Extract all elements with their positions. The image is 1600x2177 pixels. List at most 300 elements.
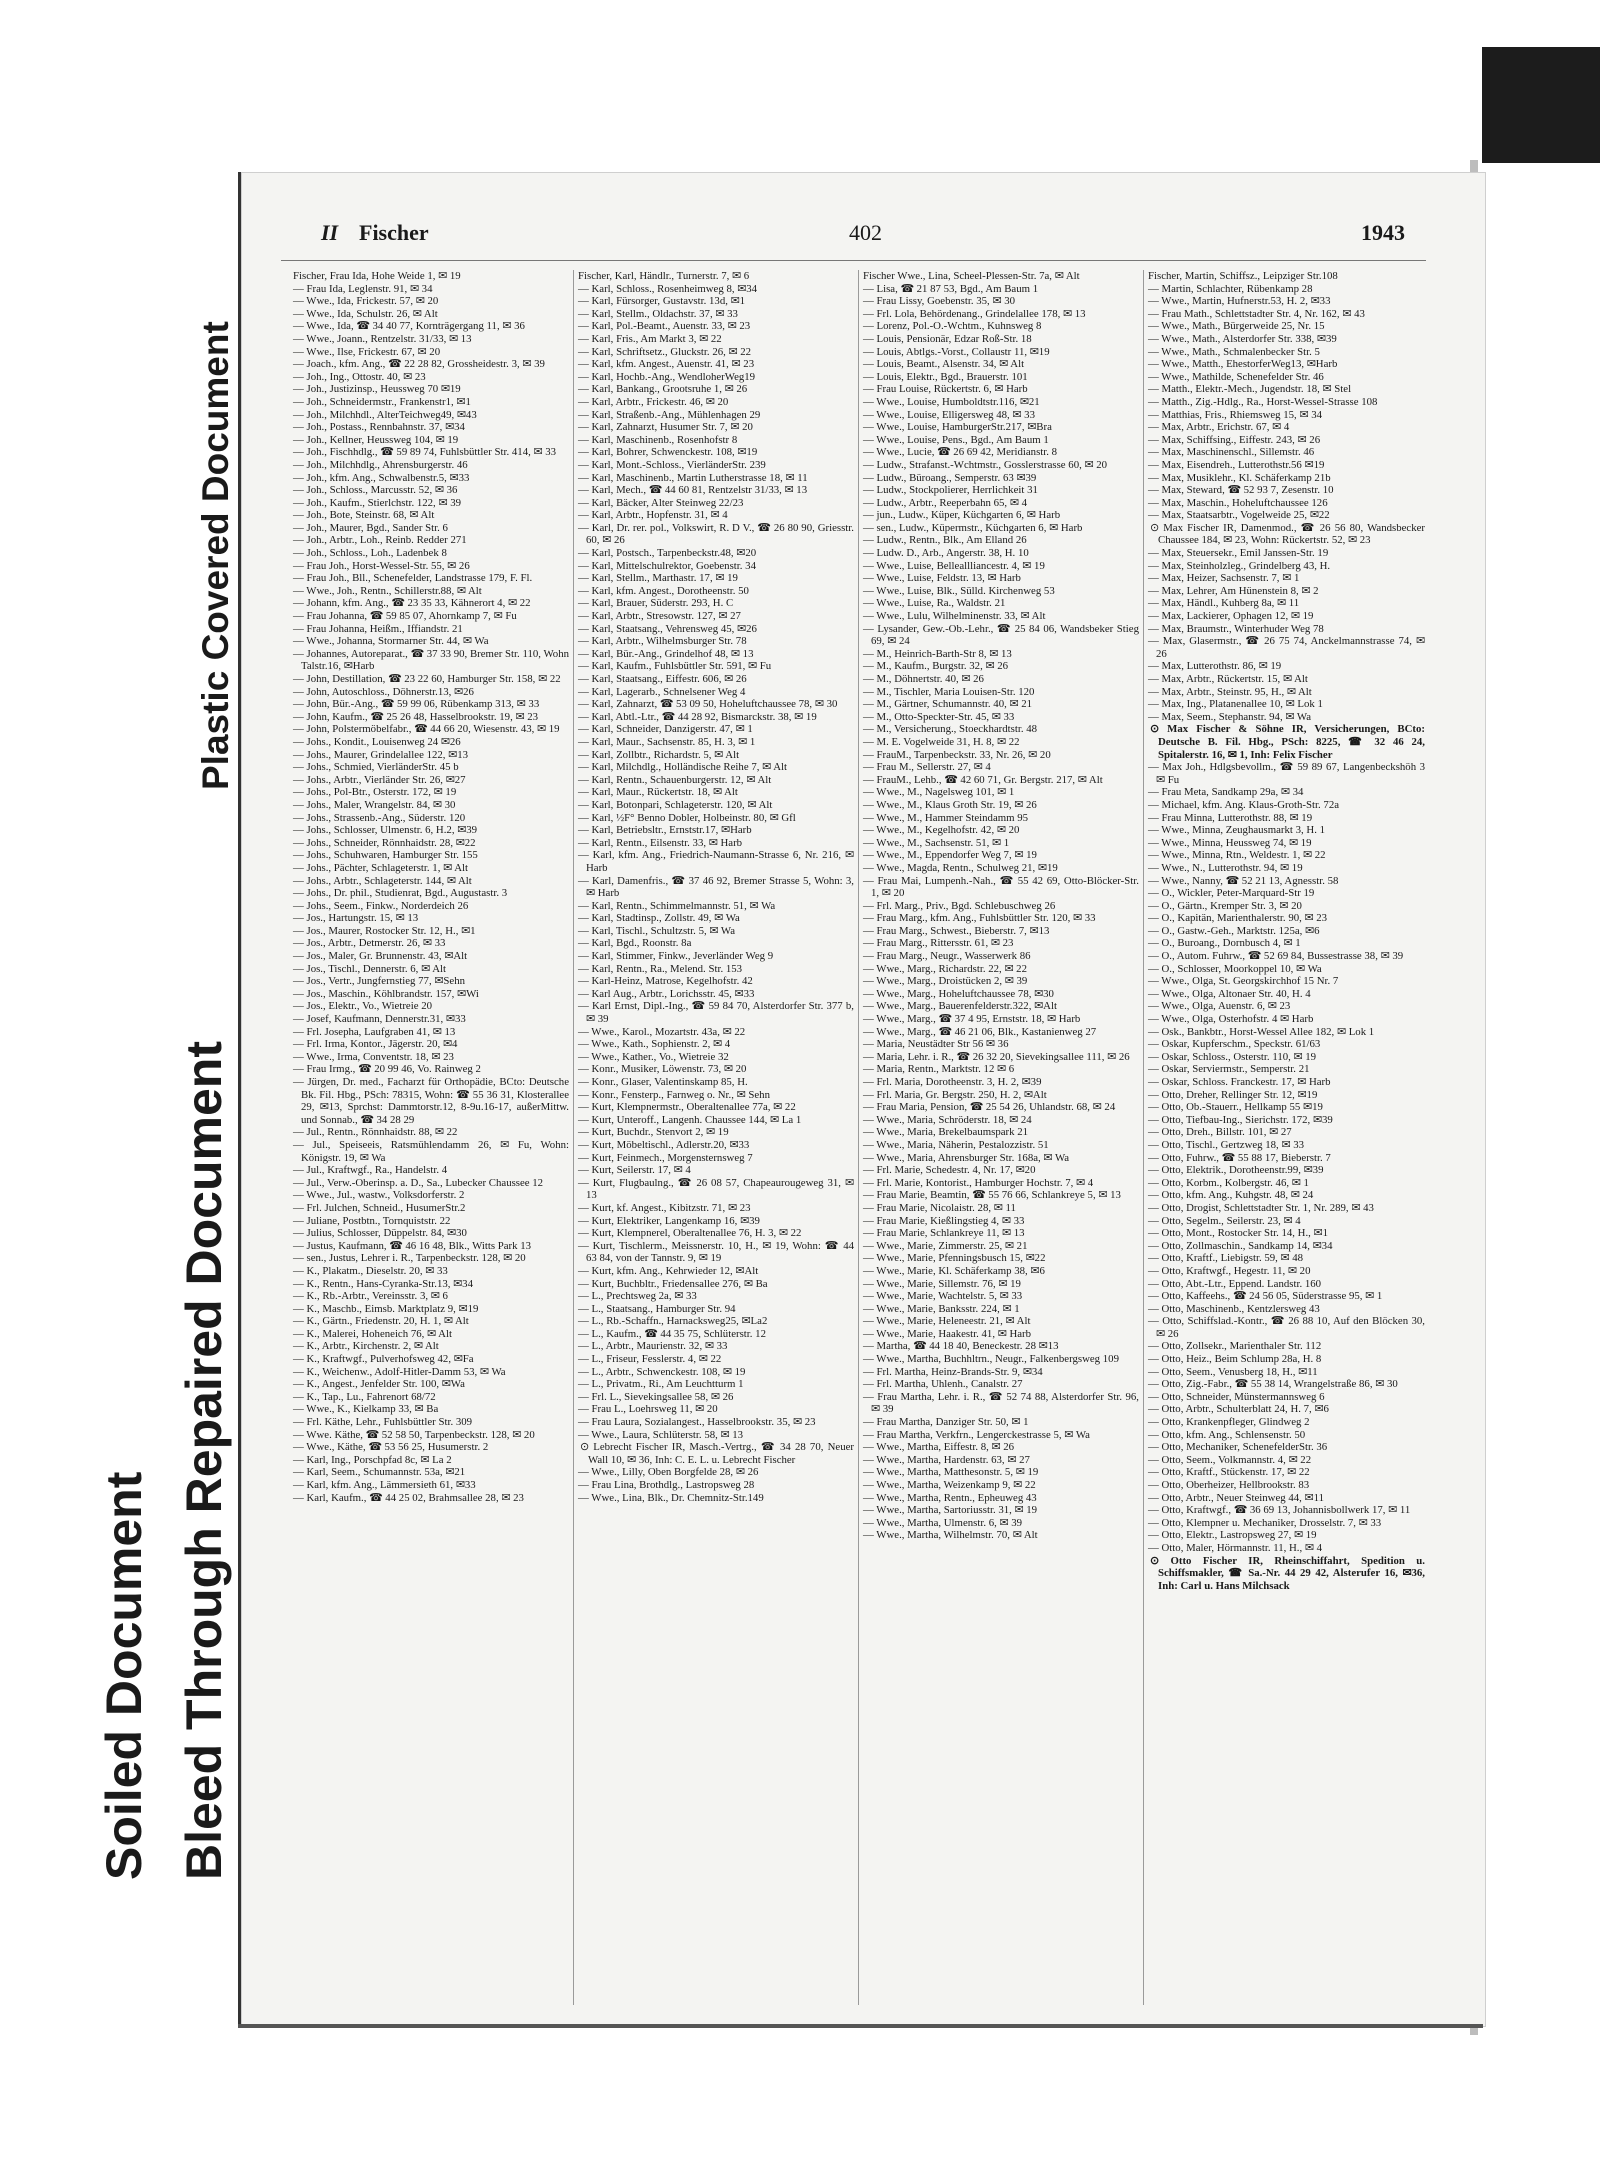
black-scan-block: [1482, 47, 1600, 163]
directory-entry: — Wwe., Luise, Blk., Sülld. Kirchenweg 53: [863, 584, 1055, 597]
directory-entry: — Karl, Schneider, Danzigerstr. 47, ✉ 1: [578, 723, 753, 736]
directory-entry: — Frl. Josepha, Laufgraben 41, ✉ 13: [293, 1025, 456, 1038]
directory-entry: — Wwe., Ilse, Frickestr. 67, ✉ 20: [293, 345, 441, 358]
header-rule: [281, 260, 1426, 261]
directory-entry: — Otto, Elektrik., Dorotheenstr.99, ✉39: [1148, 1164, 1324, 1177]
directory-entry: — Joh., Milchhdl., AlterTeichweg49, ✉43: [293, 408, 477, 421]
directory-entry: — Ludw., Rentn., Blk., Am Elland 26: [863, 534, 1027, 547]
directory-entry: — Karl, Maur., Sachsenstr. 85, H. 3, ✉ 1: [578, 735, 756, 748]
directory-entry: ⊙ Max Fischer IR, Damenmod., ☎ 26 56 80, Wandsbecker Chaussee 184, ✉ 23, Wohn: Rückertstr. 52, ✉ 23: [1150, 521, 1425, 547]
directory-entry: — Kurt, Möbeltischl., Adlerstr.20, ✉33: [578, 1138, 750, 1151]
directory-entry: — Karl, Kaufm., Fuhlsbüttler Str. 591, ✉ Fu: [578, 660, 772, 673]
directory-entry: — Otto, Arbtr., Schulterblatt 24, H. 7, ✉6: [1148, 1403, 1329, 1416]
directory-entry: — Karl, Stadtinsp., Zollstr. 49, ✉ Wa: [578, 912, 740, 925]
directory-entry: — Frl. Julchen, Schneid., HusumerStr.2: [293, 1201, 466, 1214]
directory-entry: — Oskar, Schloss. Franckestr. 17, ✉ Harb: [1148, 1076, 1331, 1088]
directory-entry: — Jos., Tischl., Dennerstr. 6, ✉ Alt: [293, 962, 447, 975]
directory-entry: — Jos., Maurer, Rostocker Str. 12, H., ✉1: [293, 924, 476, 937]
directory-entry: — Joach., kfm. Ang., ☎ 22 28 82, Grossheidestr. 3, ✉ 39: [293, 358, 545, 371]
directory-entry: — Frau M., Sellerstr. 27, ✉ 4: [863, 761, 991, 774]
directory-entry: — L., Arbtr., Maurienstr. 32, ✉ 33: [578, 1340, 728, 1353]
directory-entry: — Wwe., Marg., Richardstr. 22, ✉ 22: [863, 962, 1027, 975]
directory-entry: — Wwe., Luise, Feldstr. 13, ✉ Harb: [863, 572, 1021, 585]
directory-entry: — Johs., Kondit., Louisenweg 24 ✉26: [293, 735, 461, 748]
directory-entry: — John, Polstermöbelfabr., ☎ 44 66 20, Wiesenstr. 43, ✉ 19: [293, 723, 560, 736]
directory-entry: — L., Privatm., Ri., Am Leuchtturm 1: [578, 1378, 744, 1391]
directory-year: 1943: [1361, 220, 1405, 245]
directory-entry: — Wwe., Louise, Humboldtstr.116, ✉21: [863, 395, 1040, 408]
directory-entry: — Wwe., Louise, HamburgerStr.217, ✉Bra: [863, 421, 1052, 434]
directory-entry: — Karl, Zahnarzt, ☎ 53 09 50, Hoheluftchaussee 78, ✉ 30: [578, 698, 838, 711]
directory-entry: — Otto, Maler, Hörmannstr. 11, H., ✉ 4: [1148, 1541, 1323, 1554]
directory-entry: — Karl, Zahnarzt, Husumer Str. 7, ✉ 20: [578, 421, 753, 434]
directory-entry: — Juliane, Postbtn., Tornquiststr. 22: [293, 1214, 451, 1227]
directory-entry: — Kurt, kfm. Ang., Kehrwieder 12, ✉Alt: [578, 1264, 759, 1277]
directory-entry: — Otto, Mont., Rostocker Str. 14, H., ✉1: [1148, 1227, 1328, 1240]
directory-entry: — Frl. Marie, Kontorist., Hamburger Hochstr. 7, ✉ 4: [863, 1176, 1094, 1189]
directory-entry: — Max, Eisendreh., Lutterothstr.56 ✉19: [1148, 458, 1325, 471]
directory-entry: — Wwe., Laura, Schlüterstr. 58, ✉ 13: [578, 1428, 744, 1441]
directory-entry: — Frl. Marg., Priv., Bgd. Schlebuschweg 26: [863, 899, 1056, 912]
directory-entry: — Wwe., Olga, Auenstr. 6, ✉ 23: [1148, 1000, 1291, 1013]
directory-entry: — John, Bür.-Ang., ☎ 59 99 06, Rübenkamp 313, ✉ 33: [293, 698, 540, 711]
directory-entry: — John, Destillation, ☎ 23 22 60, Hamburger Str. 158, ✉ 22: [293, 673, 561, 685]
directory-entry: — Otto, Elektr., Lastropsweg 27, ✉ 19: [1148, 1529, 1317, 1542]
directory-entry: — Wwe., Martha, Rentn., Epheuweg 43: [863, 1491, 1037, 1504]
directory-entry: — Wwe., M., Kegelhofstr. 42, ✉ 20: [863, 824, 1020, 837]
directory-entry: — Lysander, Gew.-Ob.-Lehr., ☎ 25 84 06, Wandsbeker Stieg 69, ✉ 24: [863, 622, 1139, 648]
directory-entry: — M., Otto-Speckter-Str. 45, ✉ 33: [863, 710, 1015, 723]
directory-entry: — Joh., Bote, Steinstr. 68, ✉ Alt: [293, 509, 435, 522]
directory-entry: — Max, Staatsarbtr., Vogelweide 25, ✉22: [1148, 509, 1330, 522]
directory-entry: — Jul., Speiseeis, Ratsmühlendamm 26, ✉ Fu, Wohn: Königstr. 19, ✉ Wa: [293, 1138, 569, 1164]
directory-entry: — Otto, Korbm., Kolbergstr. 46, ✉ 1: [1148, 1176, 1309, 1189]
directory-entry: — Wwe., Maria, Brekelbaumspark 21: [863, 1126, 1029, 1139]
directory-entry: — Wwe., Louise, Elligersweg 48, ✉ 33: [863, 408, 1035, 421]
directory-entry: — Jul., Rentn., Rönnhaidstr. 88, ✉ 22: [293, 1126, 458, 1139]
directory-entry: — Wwe., Marie, Zimmerstr. 25, ✉ 21: [863, 1239, 1028, 1252]
directory-entry: — Max, Maschin., Hoheluftchaussee 126: [1148, 496, 1328, 509]
column-3: [859, 270, 1144, 2005]
directory-entry: — Karl, Maur., Rückertstr. 18, ✉ Alt: [578, 786, 738, 799]
directory-entry: — Joh., Kellner, Heussweg 104, ✉ 19: [293, 433, 459, 446]
directory-entry: — Wwe., M., Klaus Groth Str. 19, ✉ 26: [863, 798, 1037, 811]
directory-entry: — Kurt, Klempnerel, Oberaltenallee 76, H. 3, ✉ 22: [578, 1227, 802, 1240]
directory-entry: — Otto, Schiffslad.-Kontr., ☎ 26 88 10, Auf den Blöcken 30, ✉ 26: [1148, 1315, 1425, 1340]
directory-entry: — Frau Marie, Schlankreye 11, ✉ 13: [863, 1227, 1025, 1240]
directory-entry: — Wwe., Marie, Haakestr. 41, ✉ Harb: [863, 1327, 1032, 1340]
directory-entry: — Karl, Tischl., Schultzstr. 5, ✉ Wa: [578, 924, 736, 937]
directory-entry: — Karl, Damenfris., ☎ 37 46 92, Bremer Strasse 5, Wohn: 3, ✉ Harb: [578, 874, 854, 900]
directory-entry: — Julius, Schlosser, Düppelstr. 84, ✉30: [293, 1227, 467, 1240]
directory-page: [238, 172, 1486, 2027]
directory-entry: — Wwe., Marg., Bauerenfelderstr.322, ✉Alt: [863, 1000, 1057, 1013]
column-4: [1144, 270, 1429, 2005]
directory-entry: — Karl, Arbtr., Stresowstr. 127, ✉ 27: [578, 610, 741, 623]
directory-entry: — M., Döhnertstr. 40, ✉ 26: [863, 673, 984, 685]
directory-entry: — Karl, Bür.-Ang., Grindelhof 48, ✉ 13: [578, 647, 754, 660]
directory-entry: — Karl, Milchdlg., Holländische Reihe 7, ✉ Alt: [578, 761, 788, 774]
directory-entry: — Wwe., M., Nagelsweg 101, ✉ 1: [863, 786, 1015, 799]
directory-entry: — Wwe., Martha, Matthesonstr. 5, ✉ 19: [863, 1466, 1039, 1479]
directory-entry: — Otto, Kaffeehs., ☎ 24 56 05, Süderstrasse 95, ✉ 1: [1148, 1290, 1383, 1303]
directory-entry: — Louis, Elektr., Bgd., Brauerstr. 101: [863, 370, 1028, 383]
directory-entry: — Karl, Bgd., Roonstr. 8a: [578, 937, 692, 950]
directory-entry: — Frau Martha, Lehr. i. R., ☎ 52 74 88, Alsterdorfer Str. 96, ✉ 39: [863, 1390, 1139, 1416]
directory-entry: — Matth., Zig.-Hdlg., Ra., Horst-Wessel-Strasse 108: [1148, 395, 1378, 408]
directory-entry: — Wwe., Maria, Schröderstr. 18, ✉ 24: [863, 1113, 1032, 1126]
directory-entry: — Otto, kfm. Ang., Schlensenstr. 50: [1148, 1428, 1306, 1441]
directory-entry: — Johs., Arbtr., Vierländer Str. 26, ✉27: [293, 773, 466, 786]
directory-entry: — Frl. Maria, Gr. Bergstr. 250, H. 2, ✉Alt: [863, 1088, 1047, 1101]
directory-entry: — Wwe., Ida, ☎ 34 40 77, Kornträgergang 11, ✉ 36: [293, 320, 525, 333]
directory-entry: — Otto, Seem., Volkmannstr. 4, ✉ 22: [1148, 1453, 1312, 1466]
directory-entry: — Maria, Rentn., Marktstr. 12 ✉ 6: [863, 1063, 1015, 1076]
directory-entry: — John, Kaufm., ☎ 25 26 48, Hasselbrookstr. 19, ✉ 23: [293, 710, 539, 723]
directory-entry: — Wwe., Lucie, ☎ 26 69 42, Meridianstr. 8: [863, 446, 1058, 459]
directory-entry: — L., Friseur, Fesslerstr. 4, ✉ 22: [578, 1353, 722, 1366]
directory-entry: — Wwe., Marg., Hoheluftchaussee 78, ✉30: [863, 987, 1054, 1000]
directory-entry: — Otto, Kraftwgf., ☎ 36 69 13, Johannisbollwerk 17, ✉ 11: [1148, 1504, 1411, 1517]
directory-entry: — Karl, Staatsang., Vehrensweg 45, ✉26: [578, 622, 757, 635]
directory-entry: — Max, Arbtr., Rückertstr. 15, ✉ Alt: [1148, 673, 1308, 685]
directory-entry: — Karl, Rentn., Schauenburgerstr. 12, ✉ Alt: [578, 773, 772, 786]
directory-entry: — Wwe., M., Hammer Steindamm 95: [863, 811, 1029, 824]
directory-entry: — Matth., Elektr.-Mech., Jugendstr. 18, ✉ Stel: [1148, 383, 1352, 396]
directory-entry: — Louis, Abtlgs.-Vorst., Collaustr 11, ✉19: [863, 345, 1050, 358]
directory-entry: — Konr., Fensterp., Farnweg o. Nr., ✉ Sehn: [578, 1088, 770, 1101]
directory-entry: — O., Gastw.-Geh., Marktstr. 125a, ✉6: [1148, 924, 1320, 937]
directory-entry: — Otto, Arbtr., Neuer Steinweg 44, ✉11: [1148, 1491, 1324, 1504]
directory-entry: — Frl. Martha, Uhlenh., Canalstr. 27: [863, 1378, 1023, 1391]
directory-entry: — Frau Marg., kfm. Ang., Fuhlsbüttler Str. 120, ✉ 33: [863, 912, 1096, 925]
directory-entry: — Karl, Brauer, Süderstr. 293, H. C: [578, 597, 734, 610]
directory-entry: — Kurt, Flugbaulng., ☎ 26 08 57, Chapeaurougeweg 31, ✉ 13: [578, 1176, 854, 1202]
directory-entry: — Wwe., Lulu, Wilhelminenstr. 33, ✉ Alt: [863, 610, 1046, 623]
directory-entry: — FrauM., Lehb., ☎ 42 60 71, Gr. Bergstr. 217, ✉ Alt: [863, 773, 1103, 786]
directory-entry: — Joh., Kaufm., Stierlchstr. 122, ✉ 39: [293, 496, 461, 509]
directory-entry: — Frau Irmg., ☎ 20 99 46, Vo. Rainweg 2: [293, 1063, 481, 1076]
directory-entry: — K., Maschb., Eimsb. Marktplatz 9, ✉19: [293, 1302, 479, 1315]
directory-entry: — Karl, Kaufm., ☎ 44 25 02, Brahmsallee 28, ✉ 23: [293, 1491, 524, 1504]
directory-entry: — Karl, Mittelschulrektor, Goebenstr. 34: [578, 559, 756, 572]
directory-entry: — Wwe., M., Eppendorfer Weg 7, ✉ 19: [863, 849, 1037, 862]
directory-entry: ⊙ Lebrecht Fischer IR, Masch.-Vertrg., ☎ 34 28 70, Neuer Wall 10, ✉ 36, Inh: C. E. L. u. Lebrecht Fischer: [580, 1441, 854, 1466]
column-2: [574, 270, 859, 2005]
directory-entry: — Wwe., Marie, Sillemstr. 76, ✉ 19: [863, 1277, 1021, 1290]
directory-entry: — John, Autoschloss., Döhnerstr.13, ✉26: [293, 685, 474, 698]
directory-entry: — Karl, Stellm., Marthastr. 17, ✉ 19: [578, 572, 738, 585]
directory-entry: — Ludw., Arbtr., Reeperbahn 65, ✉ 4: [863, 496, 1027, 509]
directory-entry: — Frau Maria, Pension, ☎ 25 54 26, Uhlandstr. 68, ✉ 24: [863, 1101, 1116, 1114]
directory-entry: — Jos., Maler, Gr. Brunnenstr. 43, ✉Alt: [293, 950, 468, 963]
directory-entry: — Wwe. Käthe, ☎ 52 58 50, Tarpenbeckstr. 128, ✉ 20: [293, 1428, 535, 1441]
directory-entry: — O., Gärtn., Kremper Str. 3, ✉ 20: [1148, 899, 1302, 912]
directory-entry: — Kurt, Buchbltr., Friedensallee 276, ✉ Ba: [578, 1277, 768, 1290]
directory-entry: — Karl, Mech., ☎ 44 60 81, Rentzelstr 31/33, ✉ 13: [578, 484, 808, 497]
directory-entry: — Frl. L., Sievekingsallee 58, ✉ 26: [578, 1390, 734, 1403]
directory-entry: — Wwe., Mathilde, Schenefelder Str. 46: [1148, 370, 1324, 383]
directory-entry: — Otto, Tischl., Gertzweg 18, ✉ 33: [1148, 1138, 1305, 1151]
directory-entry: — Louis, Pensionär, Edzar Roß-Str. 18: [863, 332, 1032, 345]
directory-entry: — Wwe., Kather., Vo., Wietreie 32: [578, 1050, 729, 1063]
directory-entry: — Konr., Glaser, Valentinskamp 85, H.: [578, 1076, 748, 1088]
directory-entry: Fischer Wwe., Lina, Scheel-Plessen-Str. 7a, ✉ Alt: [863, 270, 1080, 282]
directory-entry: — Johs., Seem., Finkw., Norderdeich 26: [293, 899, 469, 912]
directory-entry: — Wwe., Minna, Zeughausmarkt 3, H. 1: [1148, 824, 1326, 837]
entry-columns: [289, 270, 1429, 2005]
directory-entry: — Wwe., Johanna, Stormarner Str. 44, ✉ Wa: [293, 635, 489, 648]
directory-entry: — Karl Aug., Arbtr., Lorichsstr. 45, ✉33: [578, 987, 755, 1000]
directory-entry: — Michael, kfm. Ang. Klaus-Groth-Str. 72a: [1148, 798, 1340, 811]
directory-entry: — Joh., Maurer, Bgd., Sander Str. 6: [293, 521, 448, 534]
directory-entry: — Johs., Pächter, Schlageterstr. 1, ✉ Alt: [293, 861, 469, 874]
directory-entry: — Karl, kfm. Ang., Friedrich-Naumann-Strasse 6, Nr. 216, ✉ Harb: [578, 849, 854, 874]
directory-entry: — Wwe., Olga, Osterhofstr. 4 ✉ Harb: [1148, 1013, 1314, 1026]
directory-entry: — Joh., kfm. Ang., Schwalbenstr.5, ✉33: [293, 471, 470, 484]
directory-entry: — Karl, kfm. Ang., Lämmersieth 61, ✉33: [293, 1479, 476, 1491]
directory-entry: — Otto, Dreher, Rellinger Str. 12, ✉19: [1148, 1088, 1318, 1101]
directory-entry: — Kurt, kf. Angest., Kibitzstr. 71, ✉ 23: [578, 1201, 751, 1214]
directory-entry: — Kurt, Elektriker, Langenkamp 16, ✉39: [578, 1214, 760, 1227]
directory-entry: — Wwe., Martin, Hufnerstr.53, H. 2, ✉33: [1148, 295, 1331, 308]
directory-entry: — Frau Minna, Lutterothstr. 88, ✉ 19: [1148, 811, 1313, 824]
directory-entry: — Karl, Mont.-Schloss., VierländerStr. 239: [578, 458, 766, 471]
directory-entry: — Frl. Lola, Behördenang., Grindelallee 178, ✉ 13: [863, 307, 1086, 320]
directory-entry: — Max, Heizer, Sachsenstr. 7, ✉ 1: [1148, 572, 1300, 585]
directory-entry: — sen., Justus, Lehrer i. R., Tarpenbeckstr. 128, ✉ 20: [293, 1252, 526, 1265]
directory-entry: — L., Arbtr., Schwenckestr. 108, ✉ 19: [578, 1365, 746, 1378]
directory-entry: — Karl-Heinz, Matrose, Kegelhofstr. 42: [578, 975, 753, 988]
directory-entry: — Karl Ernst, Dipl.-Ing., ☎ 59 84 70, Alsterdorfer Str. 377 b, ✉ 39: [578, 1000, 854, 1026]
directory-entry: — Max Joh., Hdlgsbevollm., ☎ 59 89 67, Langenbeckshöh 3 ✉ Fu: [1148, 761, 1425, 786]
directory-entry: — Karl, Rentn., Schimmelmannstr. 51, ✉ Wa: [578, 899, 776, 912]
directory-entry: — Johs., Schuhwaren, Hamburger Str. 155: [293, 849, 478, 862]
directory-entry: — Otto, Klempner u. Mechaniker, Drosselstr. 7, ✉ 33: [1148, 1516, 1382, 1529]
directory-entry: — Martin, Schlachter, Rübenkamp 28: [1148, 282, 1313, 295]
directory-entry: — Karl, Stellm., Oldachstr. 37, ✉ 33: [578, 307, 738, 320]
directory-entry: — Joh., Ing., Ottostr. 40, ✉ 23: [293, 370, 426, 383]
directory-entry: — Max, Lehrer, Am Hünenstein 8, ✉ 2: [1148, 584, 1319, 597]
directory-entry: — Otto, Dreh., Billstr. 101, ✉ 27: [1148, 1126, 1292, 1139]
directory-entry: — Otto, Zollsekr., Marienthaler Str. 112: [1148, 1340, 1322, 1353]
directory-entry: — Matthias, Fris., Rhiemsweg 15, ✉ 34: [1148, 408, 1322, 421]
running-head-name: Fischer: [359, 220, 429, 245]
directory-entry: — Wwe., Magda, Rentn., Schulweg 21, ✉19: [863, 861, 1058, 874]
directory-entry: — Otto, Zig.-Fabr., ☎ 55 38 14, Wrangelstraße 86, ✉ 30: [1148, 1378, 1398, 1391]
directory-entry: — Wwe., Martha, Hardenstr. 63, ✉ 27: [863, 1453, 1030, 1466]
directory-entry: — Ludw., Büroang., Semperstr. 63 ✉39: [863, 471, 1037, 484]
directory-entry: — Otto, Ob.-Stauerr., Hellkamp 55 ✉19: [1148, 1101, 1323, 1114]
directory-entry: — K., Tap., Lu., Fahrenort 68/72: [293, 1390, 436, 1403]
soiled-document-label: Soiled Document: [96, 1471, 152, 1880]
directory-entry: — K., Angest., Jenfelder Str. 100, ✉Wa: [293, 1378, 465, 1391]
directory-entry: — Frau Marie, Kießlingstieg 4, ✉ 33: [863, 1214, 1025, 1227]
directory-entry: — Otto, Kraftf., Liebigstr. 59, ✉ 48: [1148, 1252, 1304, 1265]
directory-entry: — Frl. Martha, Heinz-Brands-Str. 9, ✉34: [863, 1365, 1043, 1378]
directory-entry: — Wwe., Kath., Sophienstr. 2, ✉ 4: [578, 1038, 731, 1051]
directory-entry: — Karl, Schloss., Rosenheimweg 8, ✉34: [578, 282, 758, 295]
directory-entry: — Frau Joh., Horst-Wessel-Str. 55, ✉ 26: [293, 559, 470, 572]
directory-entry: — L., Prechtsweg 2a, ✉ 33: [578, 1290, 697, 1303]
directory-entry: — Karl, Fris., Am Markt 3, ✉ 22: [578, 332, 722, 345]
directory-entry: — Jos., Elektr., Vo., Wietreie 20: [293, 1000, 433, 1013]
directory-entry: — Wwe., Marie, Banksstr. 224, ✉ 1: [863, 1302, 1020, 1315]
directory-entry: — Otto, Maschinenb., Kentzlersweg 43: [1148, 1302, 1320, 1315]
directory-entry: — Johs., Maler, Wrangelstr. 84, ✉ 30: [293, 798, 456, 811]
directory-entry: — Max, Steinholzleg., Grindelberg 43, H.: [1148, 559, 1331, 572]
directory-entry: — Joh., Milchhdlg., Ahrensburgerstr. 46: [293, 458, 468, 471]
directory-entry: — Johs., Dr. phil., Studienrat, Bgd., Augustastr. 3: [293, 887, 508, 900]
directory-entry: — Ludw., Stockpolierer, Herrlichkeit 31: [863, 484, 1038, 497]
directory-entry: — Otto, Zollmaschin., Sandkamp 14, ✉34: [1148, 1239, 1333, 1252]
directory-entry: — Otto, Kraftwgf., Hegestr. 11, ✉ 20: [1148, 1264, 1311, 1277]
directory-entry: — Otto, Seem., Venusberg 18, H., ✉11: [1148, 1365, 1318, 1378]
directory-entry: — Otto, Drogist, Schlettstadter Str. 1, Nr. 289, ✉ 43: [1148, 1201, 1374, 1214]
plastic-covered-label: Plastic Covered Document: [195, 321, 236, 790]
directory-entry: — Johs., Schmied, VierländerStr. 45 b: [293, 761, 459, 774]
directory-entry: — Frl. Irma, Kontor., Jägerstr. 20, ✉4: [293, 1038, 458, 1051]
directory-entry: — Frau Marie, Nicolaistr. 28, ✉ 11: [863, 1201, 1016, 1214]
directory-entry: — Wwe., Marie, Kl. Schäferkamp 38, ✉6: [863, 1264, 1045, 1277]
directory-entry: — Otto, Abt.-Ltr., Eppend. Landstr. 160: [1148, 1277, 1322, 1290]
directory-entry: — O., Kapitän, Marienthalerstr. 90, ✉ 23: [1148, 912, 1328, 925]
directory-entry: — Otto, Tiefbau-Ing., Sierichstr. 172, ✉39: [1148, 1113, 1333, 1126]
directory-entry: — Max, Händl., Kuhberg 8a, ✉ 11: [1148, 597, 1300, 610]
directory-entry: — Otto, kfm. Ang., Kuhgstr. 48, ✉ 24: [1148, 1189, 1314, 1202]
directory-entry: — Max, Seem., Stephanstr. 94, ✉ Wa: [1148, 710, 1312, 723]
directory-entry: — Wwe., Math., Schmalenbecker Str. 5: [1148, 345, 1320, 358]
directory-entry: — Frau Johanna, Heißm., Iffiandstr. 21: [293, 622, 463, 635]
directory-entry: — Wwe., Minna, Heussweg 74, ✉ 19: [1148, 836, 1312, 849]
directory-entry: — Karl, Abtl.-Ltr., ☎ 44 28 92, Bismarckstr. 38, ✉ 19: [578, 710, 817, 723]
directory-entry: — Max, Arbtr., Steinstr. 95, H., ✉ Alt: [1148, 685, 1312, 698]
directory-entry: — Frau Louise, Rückertstr. 6, ✉ Harb: [863, 383, 1028, 396]
directory-entry: — Otto, Krankenpfleger, Glindweg 2: [1148, 1416, 1310, 1429]
directory-entry: — Frau Marg., Schwest., Bieberstr. 7, ✉13: [863, 924, 1050, 937]
directory-entry: — Frau Marg., Rittersstr. 61, ✉ 23: [863, 937, 1014, 950]
directory-entry: — Max, Glasermstr., ☎ 26 75 74, Anckelmannstrasse 74, ✉ 26: [1148, 635, 1425, 660]
directory-entry: — Johs., Pol-Btr., Osterstr. 172, ✉ 19: [293, 786, 457, 799]
directory-entry: — Frau Martha, Verkfrn., Lengerckestrasse 5, ✉ Wa: [863, 1428, 1090, 1441]
directory-entry: — Wwe., Martha, Ulmenstr. 6, ✉ 39: [863, 1516, 1023, 1529]
directory-entry: — Wwe., Luise, Belleallliancestr. 4, ✉ 19: [863, 559, 1045, 572]
directory-entry: — Wwe., Luise, Ra., Waldstr. 21: [863, 597, 1006, 610]
directory-entry: — Wwe., Minna, Rtn., Weldestr. 1, ✉ 22: [1148, 849, 1326, 862]
directory-entry: — Max, Lackierer, Ophagen 12, ✉ 19: [1148, 610, 1314, 623]
directory-entry: — Wwe., Käthe, ☎ 53 56 25, Husumerstr. 2: [293, 1441, 489, 1454]
directory-entry: — Wwe., Lina, Blk., Dr. Chemnitz-Str.149: [578, 1491, 764, 1504]
directory-entry: — Lorenz, Pol.-O.-Wchtm., Kuhnsweg 8: [863, 320, 1042, 333]
directory-entry: — L., Kaufm., ☎ 44 35 75, Schlüterstr. 12: [578, 1327, 766, 1340]
directory-entry: — Kurt, Tischlerm., Meissnerstr. 10, H., ✉ 19, Wohn: ☎ 44 63 84, von der Tannstr. 9, ✉ 19: [578, 1239, 854, 1265]
directory-entry: — Wwe., Maria, Näherin, Pestalozzistr. 51: [863, 1138, 1049, 1151]
directory-entry: — Frl. Käthe, Lehr., Fuhlsbüttler Str. 309: [293, 1416, 473, 1429]
directory-entry: — K., Kraftwgf., Pulverhofsweg 42, ✉Fa: [293, 1353, 474, 1366]
directory-entry: — Kurt, Buchdr., Stenvort 2, ✉ 19: [578, 1126, 729, 1139]
directory-entry: — Karl, Arbtr., Hopfenstr. 31, ✉ 4: [578, 509, 728, 522]
directory-entry: — Johann, kfm. Ang., ☎ 23 35 33, Kähnerort 4, ✉ 22: [293, 597, 531, 610]
directory-entry: — Wwe., Jul., wastw., Volksdorferstr. 2: [293, 1189, 465, 1202]
directory-entry: — Frau Johanna, ☎ 59 85 07, Ahornkamp 7, ✉ Fu: [293, 610, 517, 623]
directory-entry: Fischer, Frau Ida, Hohe Weide 1, ✉ 19: [293, 270, 461, 282]
directory-entry: — Wwe., Martha, Weizenkamp 9, ✉ 22: [863, 1479, 1036, 1491]
directory-entry: — M., Kaufm., Burgstr. 32, ✉ 26: [863, 660, 1009, 673]
directory-entry: — O., Buroang., Dornbusch 4, ✉ 1: [1148, 937, 1301, 950]
directory-entry: — Wwe., Lilly, Oben Borgfelde 28, ✉ 26: [578, 1466, 759, 1479]
directory-entry: — Joh., Schloss., Marcusstr. 52, ✉ 36: [293, 484, 458, 497]
directory-entry: — Karl, Dr. rer. pol., Volkswirt, R. D V., ☎ 26 80 90, Griesstr. 60, ✉ 26: [578, 521, 854, 547]
directory-entry: — Frau Lissy, Goebenstr. 35, ✉ 30: [863, 295, 1015, 308]
directory-entry: — O., Schlosser, Moorkoppel 10, ✉ Wa: [1148, 962, 1322, 975]
directory-entry: — Karl, Rentn., Eilsenstr. 33, ✉ Harb: [578, 836, 743, 849]
directory-entry: — Wwe., K., Kielkamp 33, ✉ Ba: [293, 1403, 439, 1416]
directory-entry: — Wwe., Joh., Rentn., Schillerstr.88, ✉ Alt: [293, 584, 482, 597]
directory-entry: — Wwe., Marg., ☎ 46 21 06, Blk., Kastanienweg 27: [863, 1025, 1097, 1038]
directory-entry: — Wwe., Ida, Schulstr. 26, ✉ Alt: [293, 307, 438, 320]
directory-entry: — Oskar, Serviermstr., Semperstr. 21: [1148, 1063, 1310, 1076]
directory-entry: — Otto, Mechaniker, SchenefelderStr. 36: [1148, 1441, 1328, 1454]
directory-entry: — Wwe., M., Sachsenstr. 51, ✉ 1: [863, 836, 1010, 849]
directory-entry: — Frau Meta, Sandkamp 29a, ✉ 34: [1148, 786, 1304, 799]
directory-entry: — Karl, Lagerarb., Schnelsener Weg 4: [578, 685, 746, 698]
directory-entry: — Frau L., Loehrsweg 11, ✉ 20: [578, 1403, 718, 1416]
directory-entry: — Karl, Postsch., Tarpenbeckstr.48, ✉20: [578, 547, 757, 560]
directory-entry: — Wwe., Martha, Sartoriusstr. 31, ✉ 19: [863, 1504, 1038, 1517]
directory-entry: — Kurt, Seilerstr. 17, ✉ 4: [578, 1164, 691, 1177]
directory-entry: — Frau Marie, Beamtin, ☎ 55 76 66, Schlankreye 5, ✉ 13: [863, 1189, 1121, 1202]
directory-entry: — Karl, Schriftsetz., Gluckstr. 26, ✉ 22: [578, 345, 752, 358]
directory-entry: — Wwe., Ida, Frickestr. 57, ✉ 20: [293, 295, 439, 308]
directory-entry: — Oskar, Kupferschm., Speckstr. 61/63: [1148, 1038, 1321, 1051]
directory-entry: — Joh., Fischhdlg., ☎ 59 89 74, Fuhlsbüttler Str. 414, ✉ 33: [293, 446, 557, 459]
directory-entry: — Karl, Rentn., Ra., Melend. Str. 153: [578, 962, 743, 975]
volume-number: II: [321, 220, 339, 245]
directory-entry: — Martha, ☎ 44 18 40, Beneckestr. 28 ✉13: [863, 1340, 1059, 1353]
directory-entry: — Joh., Schloss., Loh., Ladenbek 8: [293, 547, 447, 560]
directory-entry: — Wwe., Louise, Pens., Bgd., Am Baum 1: [863, 433, 1049, 446]
directory-entry: — Wwe., Nanny, ☎ 52 21 13, Agnesstr. 58: [1148, 874, 1339, 887]
directory-entry: — Karl, Staatsang., Eiffestr. 606, ✉ 26: [578, 673, 747, 685]
directory-entry: — Karl, Maschinenb., Martin Lutherstrasse 18, ✉ 11: [578, 471, 808, 484]
directory-entry: — Wwe., Irma, Conventstr. 18, ✉ 23: [293, 1050, 454, 1063]
directory-entry: — Wwe., Marg., Droistücken 2, ✉ 39: [863, 975, 1028, 988]
page-number: 402: [849, 220, 882, 245]
page-bottom-edge: [238, 2024, 1483, 2028]
directory-entry: — Wwe., Matth., EhestorferWeg13, ✉Harb: [1148, 358, 1338, 371]
directory-entry: — Jos., Arbtr., Detmerstr. 26, ✉ 33: [293, 937, 446, 950]
directory-entry: ⊙ Otto Fischer IR, Rheinschiffahrt, Spedition u. Schiffsmakler, ☎ Sa.-Nr. 44 29 42, Alsterufer 16, ✉36, Inh: Carl u. Hans Milchsack: [1150, 1554, 1425, 1592]
directory-entry: — Otto, Fuhrw., ☎ 55 88 17, Bieberstr. 7: [1148, 1151, 1331, 1164]
directory-entry: — Jürgen, Dr. med., Facharzt für Orthopädie, BCto: Deutsche Bk. Fil. Hbg., PSch: 78315, Wohn: ☎ 55 36 31, Klosterallee 29, ✉13, Sprchst: Dammtorstr.12, 8-9u.16-17, außerMittw. und Sonnab., ☎ 34 28 29: [293, 1076, 569, 1126]
directory-entry: — Karl, Arbtr., Frickestr. 46, ✉ 20: [578, 395, 729, 408]
directory-entry: — O., Autom. Fuhrw., ☎ 52 69 84, Bussestrasse 38, ✉ 39: [1148, 950, 1404, 963]
directory-entry: — Max, Maschinenschl., Sillemstr. 46: [1148, 446, 1315, 459]
directory-entry: — sen., Ludw., Küpermstr., Küchgarten 6, ✉ Harb: [863, 521, 1083, 534]
directory-entry: — Karl, Zollbtr., Richardstr. 5, ✉ Alt: [578, 748, 740, 761]
directory-entry: — Ludw. D., Arb., Angerstr. 38, H. 10: [863, 547, 1029, 560]
directory-entry: — Wwe., Marie, Heleneestr. 21, ✉ Alt: [863, 1315, 1031, 1328]
directory-entry: — Jos., Hartungstr. 15, ✉ 13: [293, 912, 419, 925]
directory-entry: — Frl. Marie, Schedestr. 4, Nr. 17, ✉20: [863, 1164, 1036, 1177]
directory-entry: — Otto, Heiz., Beim Schlump 28a, H. 8: [1148, 1353, 1322, 1366]
directory-entry: — Max, Schiffsing., Eiffestr. 243, ✉ 26: [1148, 433, 1321, 446]
directory-entry: — Jos., Maschin., Köhlbrandstr. 157, ✉Wi: [293, 987, 479, 1000]
directory-entry: — Max, Braumstr., Winterhuder Weg 78: [1148, 622, 1324, 635]
directory-entry: — jun., Ludw., Küper, Küchgarten 6, ✉ Harb: [863, 509, 1061, 522]
directory-entry: — Karl, Stimmer, Finkw., Jeverländer Weg 9: [578, 950, 774, 963]
directory-entry: — Wwe., Martha, Buchhltrn., Neugr., Falkenbergsweg 109: [863, 1353, 1119, 1366]
